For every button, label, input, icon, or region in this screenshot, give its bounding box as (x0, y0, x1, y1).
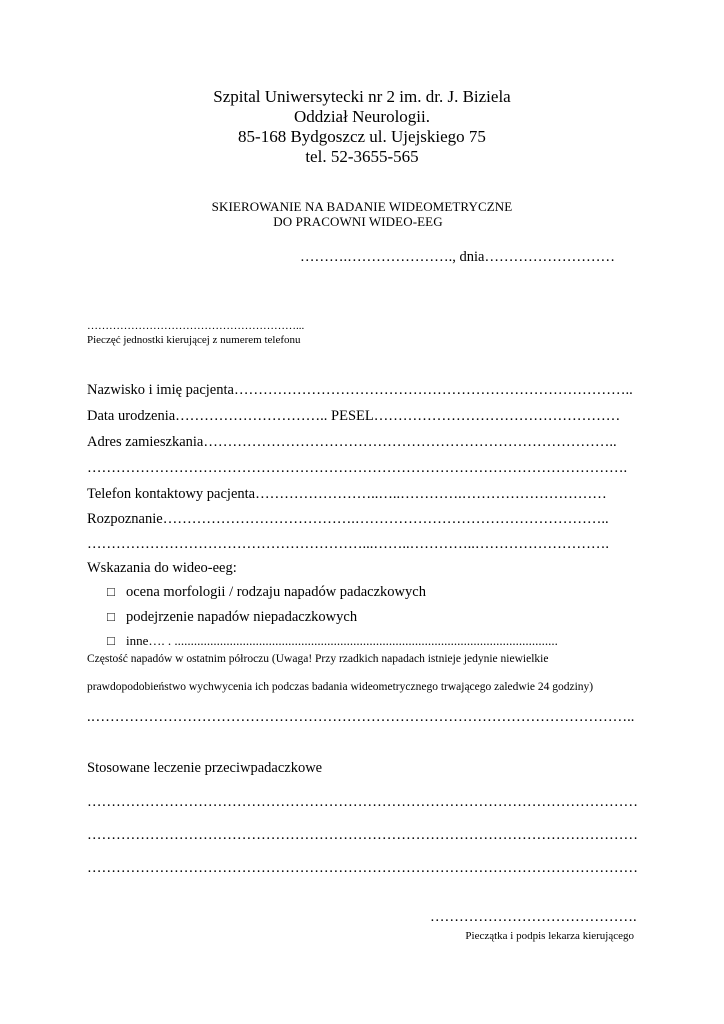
hospital-phone: tel. 52-3655-565 (305, 147, 419, 166)
indications-label: Wskazania do wideo-eeg: (87, 560, 237, 576)
department-name: Oddział Neurologii. (294, 107, 430, 126)
indication-item-other[interactable] (107, 632, 558, 650)
hospital-name: Szpital Uniwersytecki nr 2 im. dr. J. Biziela (213, 87, 511, 106)
diagnosis-continuation-field[interactable]: …………………………………………………...……..…………..………………………. (87, 536, 609, 552)
stamp-label: Pieczęć jednostki kierującej z numerem telefonu (87, 334, 301, 346)
frequency-note-line-2: prawdopodobieństwo wychwycenia ich podczas badania wideometrycznego trwającego zaledwie 24 godziny) (87, 681, 594, 693)
birth-pesel-field[interactable]: Data urodzenia………………………….. PESEL…………………………………………… (87, 408, 621, 424)
address-field[interactable]: Adres zamieszkania………………………………………………………………………….. (87, 434, 617, 450)
date-field[interactable]: ……….…………………., dnia……………………… (300, 249, 615, 265)
patient-name-field[interactable]: Nazwisko i imię pacjenta……………………………………………………………………….. (87, 382, 633, 398)
indication-label: podejrzenie napadów niepadaczkowych (126, 609, 358, 625)
checkbox-icon[interactable]: □ (107, 584, 115, 599)
checkbox-icon[interactable]: □ (107, 609, 115, 624)
treatment-field-3[interactable]: …………………………………………………………………………………………………… (87, 860, 638, 876)
treatment-field-2[interactable]: …………………………………………………………………………………………………… (87, 827, 638, 843)
hospital-address: 85-168 Bydgoszcz ul. Ujejskiego 75 (238, 127, 486, 146)
indication-item-morphology[interactable] (107, 583, 426, 601)
frequency-note-line-1: Częstość napadów w ostatnim półroczu (Uwaga! Przy rzadkich napadach istnieje jedynie niewielkie (87, 653, 549, 665)
address-continuation-field[interactable]: …………………………………………………………………………………………………. (87, 460, 628, 476)
document-title-line-1: SKIEROWANIE NA BADANIE WIDEOMETRYCZNE (211, 199, 513, 214)
indication-item-non-epileptic[interactable] (107, 608, 357, 626)
signature-label: Pieczątka i podpis lekarza kierującego (465, 930, 634, 942)
signature-dots[interactable]: ……………………………………. (430, 909, 637, 925)
indication-label: inne…. . ...................................................................................................................... (126, 633, 558, 648)
treatment-field-1[interactable]: …………………………………………………………………………………………………… (87, 794, 638, 810)
diagnosis-field[interactable]: Rozpoznanie………………………………….…………………………………………….. (87, 511, 609, 527)
frequency-field[interactable]: .………………………………………………………………………………………………….. (87, 709, 635, 725)
treatment-label: Stosowane leczenie przeciwpadaczkowe (87, 760, 323, 776)
stamp-dots[interactable]: …………………………………………………... (87, 320, 305, 332)
document-title-line-2: DO PRACOWNI WIDEO-EEG (273, 214, 443, 229)
checkbox-icon[interactable]: □ (107, 633, 115, 648)
indication-label: ocena morfologii / rodzaju napadów padaczkowych (126, 584, 426, 600)
phone-field[interactable]: Telefon kontaktowy pacjenta……………………..…..………….………………………… (87, 486, 607, 502)
